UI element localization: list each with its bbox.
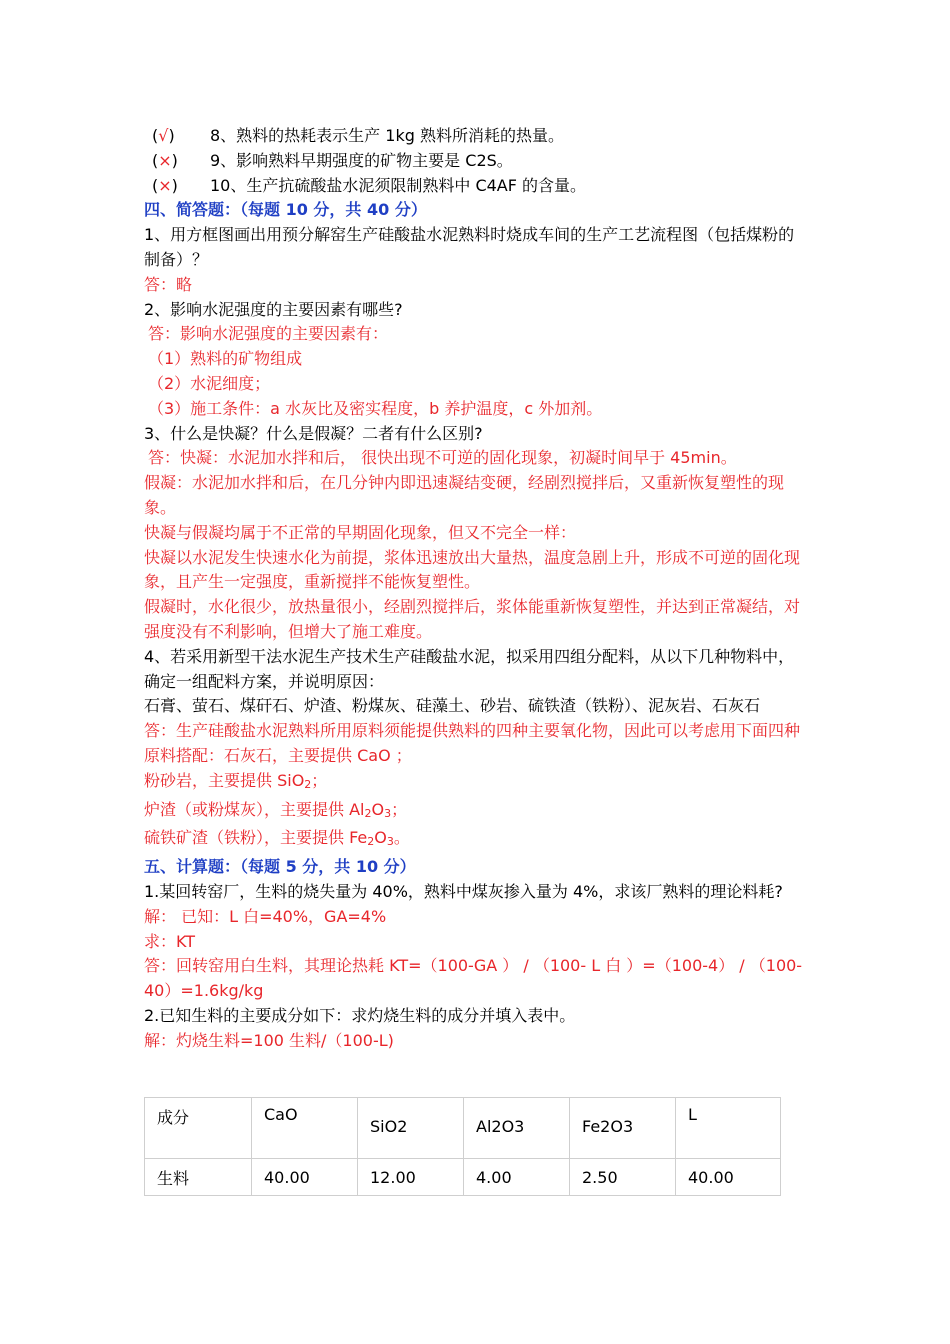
answer: 快凝以水泥发生快速水化为前提，浆体迅速放出大量热，温度急剧上升，形成不可逆的固化现象，且产生一定强度，重新搅拌不能恢复塑性。 [144,547,801,592]
answer: 硫铁矿渣（铁粉），主要提供 $Fe_2O_3$。 [144,828,410,849]
question: 3、什么是快凝？什么是假凝？二者有什么区别? [144,423,483,443]
table-cell: 4.00 [464,1159,570,1196]
answer: 答：回转窑用白生料，其理论热耗 KT=（100-GA ） / （100- L 白 ）=（100-4） / （100-40）=1.6kg/kg [144,956,803,1001]
table-cell: 40.00 [676,1159,781,1196]
table-row [145,1159,781,1196]
answer: 假凝时，水化很少，放热量很小，经剧烈搅拌后，浆体能重新恢复塑性，并达到正常凝结，对强度没有不利影响，但增大了施工难度。 [144,597,801,641]
question: 2.已知生料的主要成分如下：求灼烧生料的成分并填入表中。 [144,1005,576,1025]
answer: 假凝：水泥加水拌和后，在几分钟内即迅速凝结变硬，经剧烈搅拌后，又重新恢复塑性的现象。 [144,473,785,517]
question: 1、用方框图画出用预分解窑生产硅酸盐水泥熟料时烧成车间的生产工艺流程图（包括煤粉的制备）？ [144,225,795,269]
answer: 求：KT [144,931,196,951]
answer: 答：生产硅酸盐水泥熟料所用原料须能提供熟料的四种主要氧化物，因此可以考虑用下面四种原料搭配：石灰石，主要提供 CaO ； [144,721,801,765]
tf-item: (√) 8、熟料的热耗表示生产 1kg 熟料所消耗的热量。 [152,126,564,145]
table-header-cell: CaO [264,1105,298,1124]
answer: 答：快凝：水泥加水拌和后， 很快出现不可逆的固化现象，初凝时间早于 45min。 [148,448,737,468]
materials-list: 石膏、萤石、煤矸石、炉渣、粉煤灰、硅藻土、砂岩、硫铁渣（铁粉）、泥灰岩、石灰石 [144,696,761,716]
table-header-cell: Al2O3 [476,1117,525,1136]
section-heading: 四、简答题：（每题 10 分，共 40 分） [144,200,427,220]
section-heading: 五、计算题：（每题 5 分，共 10 分） [144,857,416,877]
table-cell: 12.00 [358,1159,464,1196]
table-header-row [145,1098,781,1159]
answer: （3）施工条件：a 水灰比及密实程度，b 养护温度，c 外加剂。 [148,398,603,418]
table-header-cell: L [688,1105,697,1124]
table-header-cell: 成分 [157,1108,190,1127]
composition-table [144,1097,781,1196]
table-row-label: 生料 [145,1159,252,1196]
answer: 答：影响水泥强度的主要因素有： [148,324,389,344]
tf-item: (×) 10、生产抗硫酸盐水泥须限制熟料中 C4AF 的含量。 [152,175,587,195]
answer: （2）水泥细度； [148,373,271,393]
table-cell: 2.50 [570,1159,676,1196]
table-header-cell: Fe2O3 [582,1117,634,1136]
answer: 粉砂岩，主要提供 SiO$_2$； [144,770,328,791]
answer: 炉渣（或粉煤灰），主要提供 $Al_2O_3$； [144,799,408,820]
answer: （1）熟料的矿物组成 [148,349,303,369]
answer: 解： 已知：L 白=40%，GA=4% [144,906,387,926]
answer: 解：灼烧生料=100 生料/（100-L) [144,1030,394,1050]
answer: 答：略 [144,274,193,294]
table-cell: 40.00 [252,1159,358,1196]
question: 1.某回转窑厂，生料的烧失量为 40%，熟料中煤灰掺入量为 4%，求该厂熟料的理论料耗? [144,881,783,901]
tf-item: (×) 9、影响熟料早期强度的矿物主要是 C2S。 [152,150,513,170]
table-header-cell: SiO2 [370,1117,408,1136]
document-page [144,124,809,1053]
question: 2、影响水泥强度的主要因素有哪些? [144,299,403,319]
question: 4、若采用新型干法水泥生产技术生产硅酸盐水泥，拟采用四组分配料，从以下几种物料中， 确定一组配料方案，并说明原因： [144,646,795,691]
answer: 快凝与假凝均属于不正常的早期固化现象，但又不完全一样： [144,522,577,542]
